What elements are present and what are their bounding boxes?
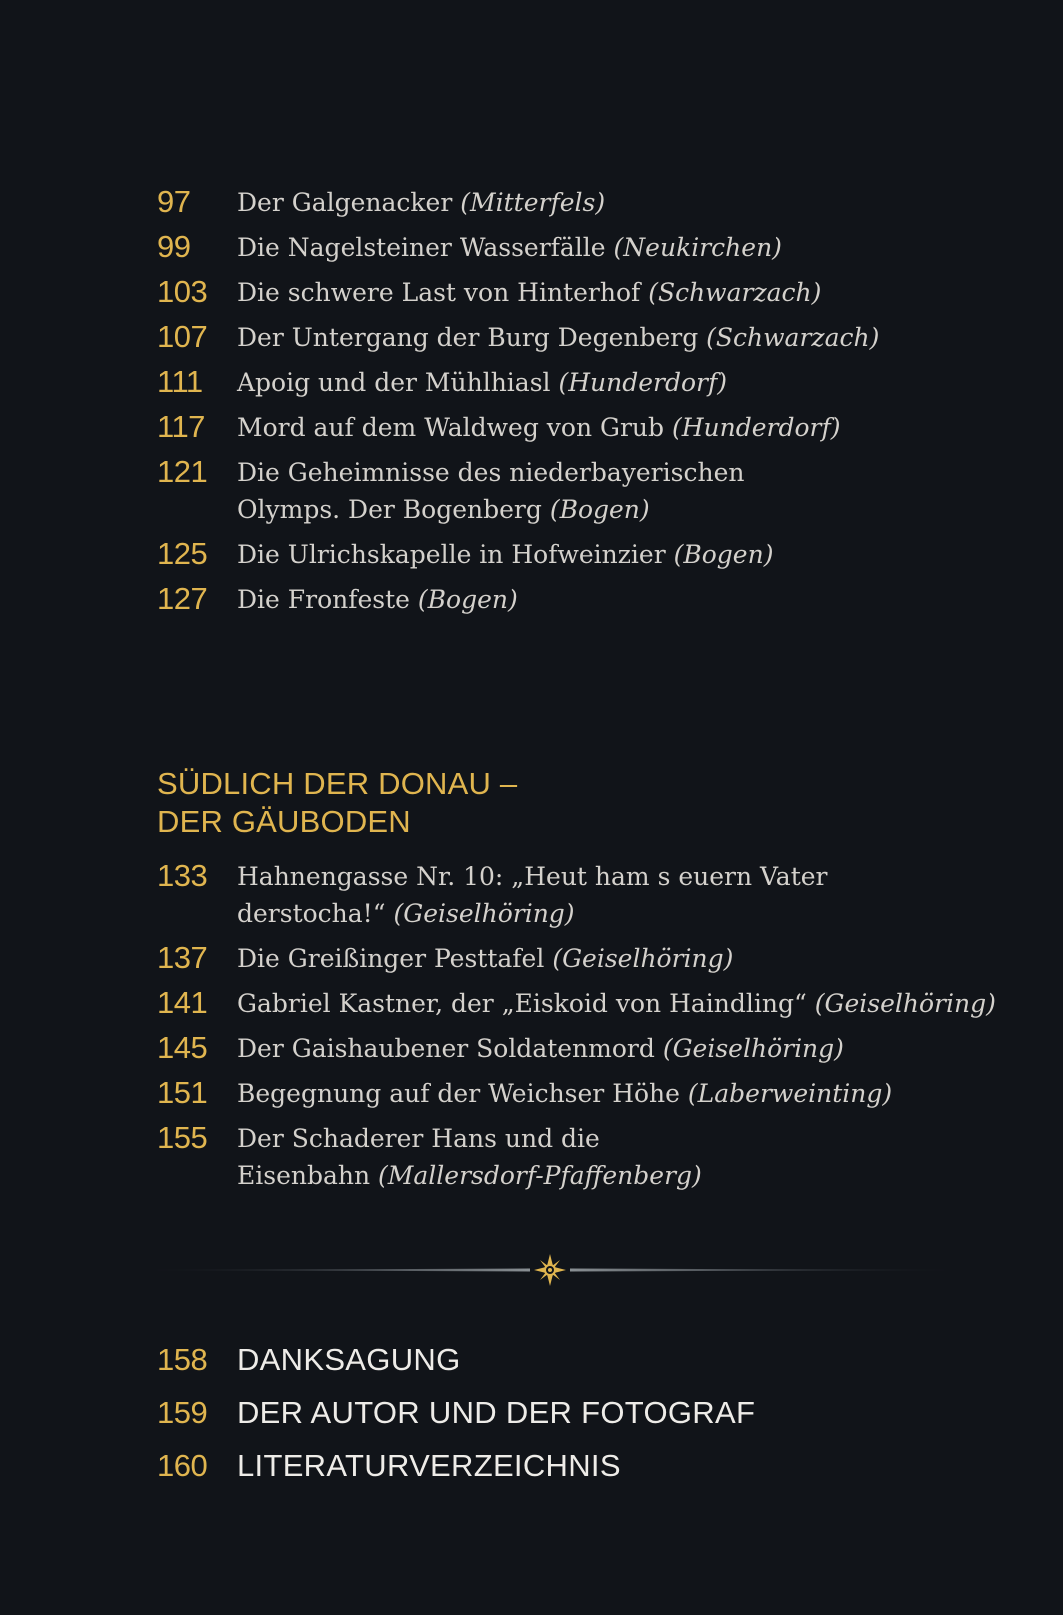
toc-entry[interactable] [0, 985, 1063, 1022]
toc-entry[interactable] [0, 229, 1063, 266]
toc-section-1 [0, 184, 1063, 626]
page-number: 127 [157, 581, 208, 616]
entry-title: DANKSAGUNG [237, 1342, 461, 1377]
entry-place: (Mitterfels) [460, 188, 606, 217]
page-number: 160 [157, 1448, 208, 1483]
toc-entry[interactable] [0, 184, 1063, 221]
divider-line [150, 1253, 950, 1287]
toc-entry[interactable] [0, 1075, 1063, 1112]
entry-place: (Laberweinting) [687, 1079, 893, 1108]
toc-entry[interactable] [0, 858, 1063, 932]
toc-section-2 [0, 858, 1063, 1202]
toc-entry[interactable] [0, 1120, 1063, 1194]
page-number: 121 [157, 454, 208, 489]
page-number: 99 [157, 229, 191, 264]
entry-place: (Schwarzach) [706, 323, 880, 352]
entry-title: Die Fronfeste [237, 585, 410, 614]
section-heading [157, 765, 517, 841]
entry-title: Die Nagelsteiner Wasserfälle [237, 233, 606, 262]
entry-title: Die Ulrichskapelle in Hofweinzier [237, 540, 666, 569]
page-number: 117 [157, 409, 205, 444]
entry-place: (Geiselhöring) [814, 989, 996, 1018]
toc-entry[interactable] [0, 581, 1063, 618]
toc-entry[interactable] [0, 1030, 1063, 1067]
section-heading-line-1: SÜDLICH DER DONAU – [157, 766, 518, 801]
page-number: 158 [157, 1342, 208, 1377]
entry-title: DER AUTOR UND DER FOTOGRAF [237, 1395, 756, 1430]
page-number: 97 [157, 184, 191, 219]
entry-title: Der Galgenacker [237, 188, 453, 217]
page-number: 125 [157, 536, 208, 571]
entry-place: (Hunderdorf) [671, 413, 841, 442]
toc-entry[interactable] [0, 409, 1063, 446]
entry-title: Der Schaderer Hans und die Eisenbahn [237, 1124, 600, 1190]
entry-place: (Geiselhöring) [662, 1034, 844, 1063]
page-number: 159 [157, 1395, 208, 1430]
entry-place: (Bogen) [549, 495, 650, 524]
entry-title: Mord auf dem Waldweg von Grub [237, 413, 665, 442]
toc-entry[interactable] [0, 1439, 1063, 1492]
toc-entry[interactable] [0, 1386, 1063, 1439]
entry-title: Die Geheimnisse des niederbayerischen Olymps. Der Bogenberg [237, 458, 745, 524]
page-number: 145 [157, 1030, 208, 1065]
toc-entry[interactable] [0, 274, 1063, 311]
page-number: 137 [157, 940, 208, 975]
entry-place: (Bogen) [417, 585, 518, 614]
toc-entry[interactable] [0, 454, 1063, 528]
entry-place: (Bogen) [673, 540, 774, 569]
entry-title: Die schwere Last von Hinterhof [237, 278, 641, 307]
section-divider [150, 1253, 950, 1287]
entry-title: Der Gaishaubener Soldatenmord [237, 1034, 655, 1063]
entry-title: Gabriel Kastner, der „Eiskoid von Haindling“ [237, 989, 807, 1018]
entry-title: Die Greißinger Pesttafel [237, 944, 545, 973]
entry-title: Begegnung auf der Weichser Höhe [237, 1079, 680, 1108]
toc-entry[interactable] [0, 940, 1063, 977]
section-heading-line-2: DER GÄUBODEN [157, 804, 411, 839]
toc-entry[interactable] [0, 364, 1063, 401]
page-number: 151 [157, 1075, 208, 1110]
page-number: 111 [157, 364, 203, 399]
entry-title: Der Untergang der Burg Degenberg [237, 323, 699, 352]
page-number: 141 [157, 985, 208, 1020]
entry-title: Hahnengasse Nr. 10: „Heut ham s euern Vater derstocha!“ [237, 862, 828, 928]
page-number: 103 [157, 274, 208, 309]
toc-entry[interactable] [0, 1333, 1063, 1386]
page-number: 155 [157, 1120, 208, 1155]
toc-entry[interactable] [0, 536, 1063, 573]
entry-place: (Geiselhöring) [393, 899, 575, 928]
page-number: 133 [157, 858, 208, 893]
ornament-icon [534, 1254, 566, 1286]
entry-place: (Hunderdorf) [558, 368, 728, 397]
entry-title: Apoig und der Mühlhiasl [237, 368, 551, 397]
entry-place: (Mallersdorf-Pfaffenberg) [378, 1161, 702, 1190]
entry-place: (Schwarzach) [648, 278, 822, 307]
page-number: 107 [157, 319, 208, 354]
entry-title: LITERATURVERZEICHNIS [237, 1448, 621, 1483]
toc-entry[interactable] [0, 319, 1063, 356]
entry-place: (Geiselhöring) [552, 944, 734, 973]
entry-place: (Neukirchen) [613, 233, 782, 262]
toc-back-matter [0, 1333, 1063, 1492]
